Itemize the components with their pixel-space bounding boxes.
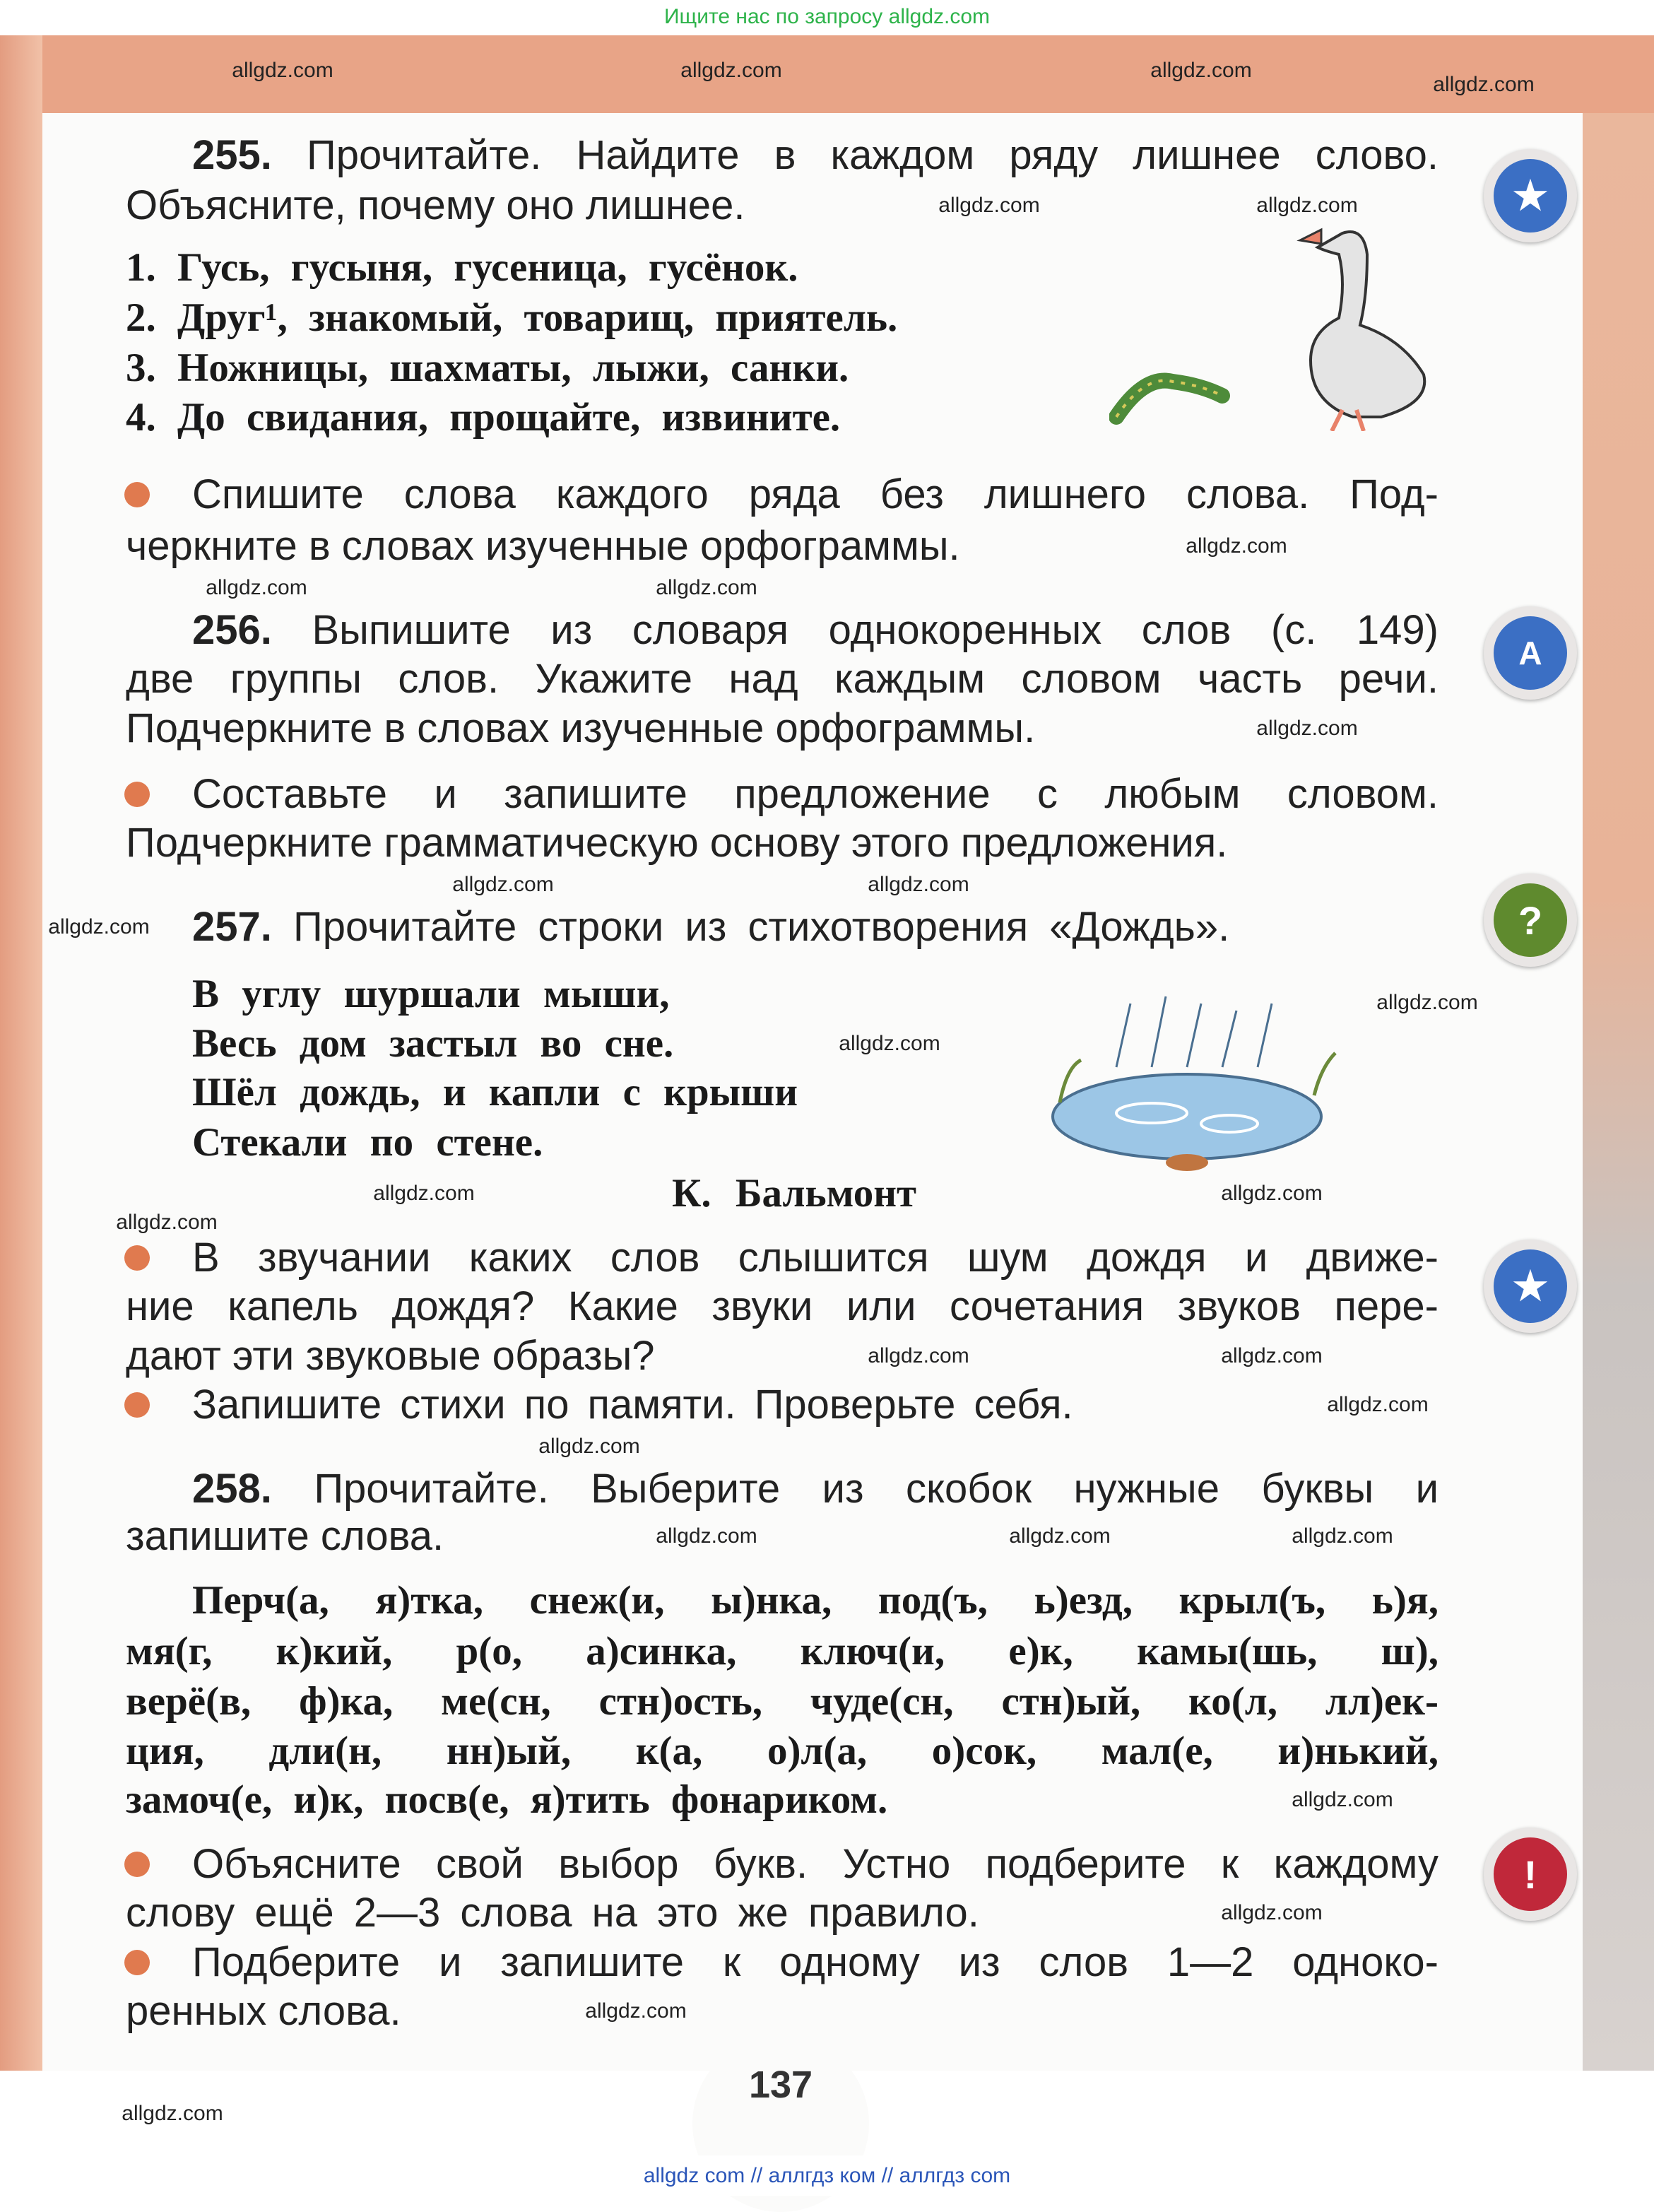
ex255-line-2: Объясните, почему оно лишнее. <box>126 182 745 228</box>
ex255-item-4: 4. До свидания, прощайте, извините. <box>126 395 841 440</box>
ex258-words-5: замоч(е, и)к, посв(е, я)тить фонариком. <box>126 1777 888 1822</box>
ex258-words-1: Перч(а, я)тка, снеж(и, ы)нка, под(ъ, ь)езд, крыл(ъ, ь)я, <box>192 1578 1439 1623</box>
ex256-line-3: Подчеркните в словах изученные орфограммы. <box>126 705 1036 751</box>
ex257-line-1 <box>192 905 1439 949</box>
star-icon[interactable]: ★ <box>1484 1240 1577 1333</box>
watermark-text: allgdz.com <box>1376 991 1478 1014</box>
watermark-text: allgdz.com <box>1292 1524 1393 1548</box>
watermark-text: allgdz.com <box>1256 717 1358 740</box>
ex258-number: 258. <box>192 1466 272 1512</box>
watermark-text: allgdz.com <box>656 1524 757 1548</box>
poem-line-2: Весь дом застыл во сне. <box>192 1021 674 1066</box>
ex258-text: Прочитайте. Выберите из скобок нужные буквы и <box>314 1466 1439 1512</box>
ex258-words-3: верё(в, ф)ка, ме(сн, стн)ость, чуде(сн, стн)ый, ко(л, лл)ек- <box>126 1679 1439 1724</box>
ex257-text: Прочитайте строки из стихотворения «Дождь». <box>293 904 1230 950</box>
watermark-text: allgdz.com <box>656 576 757 599</box>
watermark-text: allgdz.com <box>938 194 1040 217</box>
bullet-icon <box>124 782 150 807</box>
watermark-text: allgdz.com <box>868 873 969 896</box>
ex255-line-1 <box>192 134 1439 177</box>
watermark-text: allgdz.com <box>1433 73 1535 96</box>
ex256-task-line-1: Составьте и запишите предложение с любым словом. <box>192 771 1439 817</box>
poem-line-1: В углу шуршали мыши, <box>192 972 670 1016</box>
ex256-line-2: две группы слов. Укажите над каждым словом часть речи. <box>126 656 1439 702</box>
footer-links[interactable]: allgdz com // аллгдз ком // аллгдз com <box>0 2155 1654 2196</box>
star-icon[interactable]: ★ <box>1484 149 1577 242</box>
watermark-text: allgdz.com <box>1009 1524 1111 1548</box>
watermark-text: allgdz.com <box>1150 59 1252 82</box>
page-border-left <box>0 35 42 2071</box>
watermark-text: allgdz.com <box>232 59 333 82</box>
bullet-icon <box>124 1950 150 1975</box>
bullet-icon <box>124 1392 150 1418</box>
ex258-words-2: мя(г, к)кий, р(о, а)синка, ключ(и, е)к, камы(шь, ш), <box>126 1629 1439 1673</box>
ex257-task1-line-2: ние капель дождя? Какие звуки или сочетания звуков пере- <box>126 1283 1439 1329</box>
watermark-text: allgdz.com <box>585 1999 687 2023</box>
watermark-text: allgdz.com <box>1327 1393 1429 1416</box>
ex256-number: 256. <box>192 607 272 653</box>
question-icon[interactable]: ? <box>1484 873 1577 967</box>
ex255-text: Прочитайте. Найдите в каждом ряду лишнее слово. <box>307 132 1439 178</box>
ex256-text: Выпишите из словаря однокоренных слов (с. 149) <box>312 607 1439 653</box>
watermark-text: allgdz.com <box>373 1182 475 1205</box>
ex255-task-line-2: черкните в словах изученные орфограммы. <box>126 523 960 569</box>
bullet-icon <box>124 1852 150 1877</box>
watermark-text: allgdz.com <box>1186 534 1287 558</box>
ex258-line-2: запишите слова. <box>126 1513 444 1559</box>
watermark-text: allgdz.com <box>1292 1788 1393 1811</box>
ex256-task-line-2: Подчеркните грамматическую основу этого предложения. <box>126 820 1228 866</box>
watermark-text: allgdz.com <box>116 1211 218 1234</box>
watermark-text: allgdz.com <box>1221 1182 1323 1205</box>
ex255-item-3: 3. Ножницы, шахматы, лыжи, санки. <box>126 346 849 390</box>
watermark-text: allgdz.com <box>868 1344 969 1367</box>
watermark-text: allgdz.com <box>839 1032 940 1055</box>
watermark-text: allgdz.com <box>680 59 782 82</box>
site-banner[interactable]: Ищите нас по запросу allgdz.com <box>0 0 1654 35</box>
ex257-number: 257. <box>192 904 272 950</box>
ex255-task-line-1: Спишите слова каждого ряда без лишнего слова. Под- <box>192 471 1439 517</box>
watermark-text: allgdz.com <box>1221 1901 1323 1924</box>
ex257-task1-line-1: В звучании каких слов слышится шум дождя и движе- <box>192 1235 1439 1281</box>
watermark-text: allgdz.com <box>48 915 150 939</box>
ex255-item-2: 2. Друг¹, знакомый, товарищ, приятель. <box>126 295 898 340</box>
ex257-task2: Запишите стихи по памяти. Проверьте себя. <box>192 1382 1073 1428</box>
ex255-item-1: 1. Гусь, гусыня, гусеница, гусёнок. <box>126 245 798 290</box>
bullet-icon <box>124 1245 150 1271</box>
ex258-task1-line-1: Объясните свой выбор букв. Устно подберите к каждому <box>192 1841 1439 1887</box>
ex255-number: 255. <box>192 132 272 178</box>
watermark-text: allgdz.com <box>452 873 554 896</box>
goose-caterpillar-illustration <box>1109 219 1448 431</box>
ex258-task2-line-2: ренных слова. <box>126 1988 401 2034</box>
watermark-text: allgdz.com <box>538 1435 640 1458</box>
poem-author: К. Бальмонт <box>672 1171 917 1216</box>
bullet-icon <box>124 482 150 507</box>
ex258-task2-line-1: Подберите и запишите к одному из слов 1—2 одноко- <box>192 1939 1439 1985</box>
ex258-words-4: ция, дли(н, нн)ый, к(а, о)л(а, о)сок, мал(е, и)нький, <box>126 1729 1439 1773</box>
watermark-text: allgdz.com <box>1221 1344 1323 1367</box>
watermark-text: allgdz.com <box>206 576 307 599</box>
ex257-task1-line-3: дают эти звуковые образы? <box>126 1333 655 1379</box>
poem-line-3: Шёл дождь, и капли с крыши <box>192 1070 798 1114</box>
ex258-line-1 <box>192 1467 1439 1511</box>
rain-puddle-illustration <box>1046 989 1342 1173</box>
page-number: 137 <box>748 2064 813 2106</box>
poem-line-4: Стекали по стене. <box>192 1120 543 1165</box>
ex258-task1-line-2: слову ещё 2—3 слова на это же правило. <box>126 1890 979 1936</box>
dictionary-icon[interactable]: A <box>1484 606 1577 700</box>
watermark-text: allgdz.com <box>122 2102 223 2125</box>
alert-icon[interactable]: ! <box>1484 1828 1577 1921</box>
watermark-text: allgdz.com <box>1256 194 1358 217</box>
ex256-line-1 <box>192 608 1439 652</box>
